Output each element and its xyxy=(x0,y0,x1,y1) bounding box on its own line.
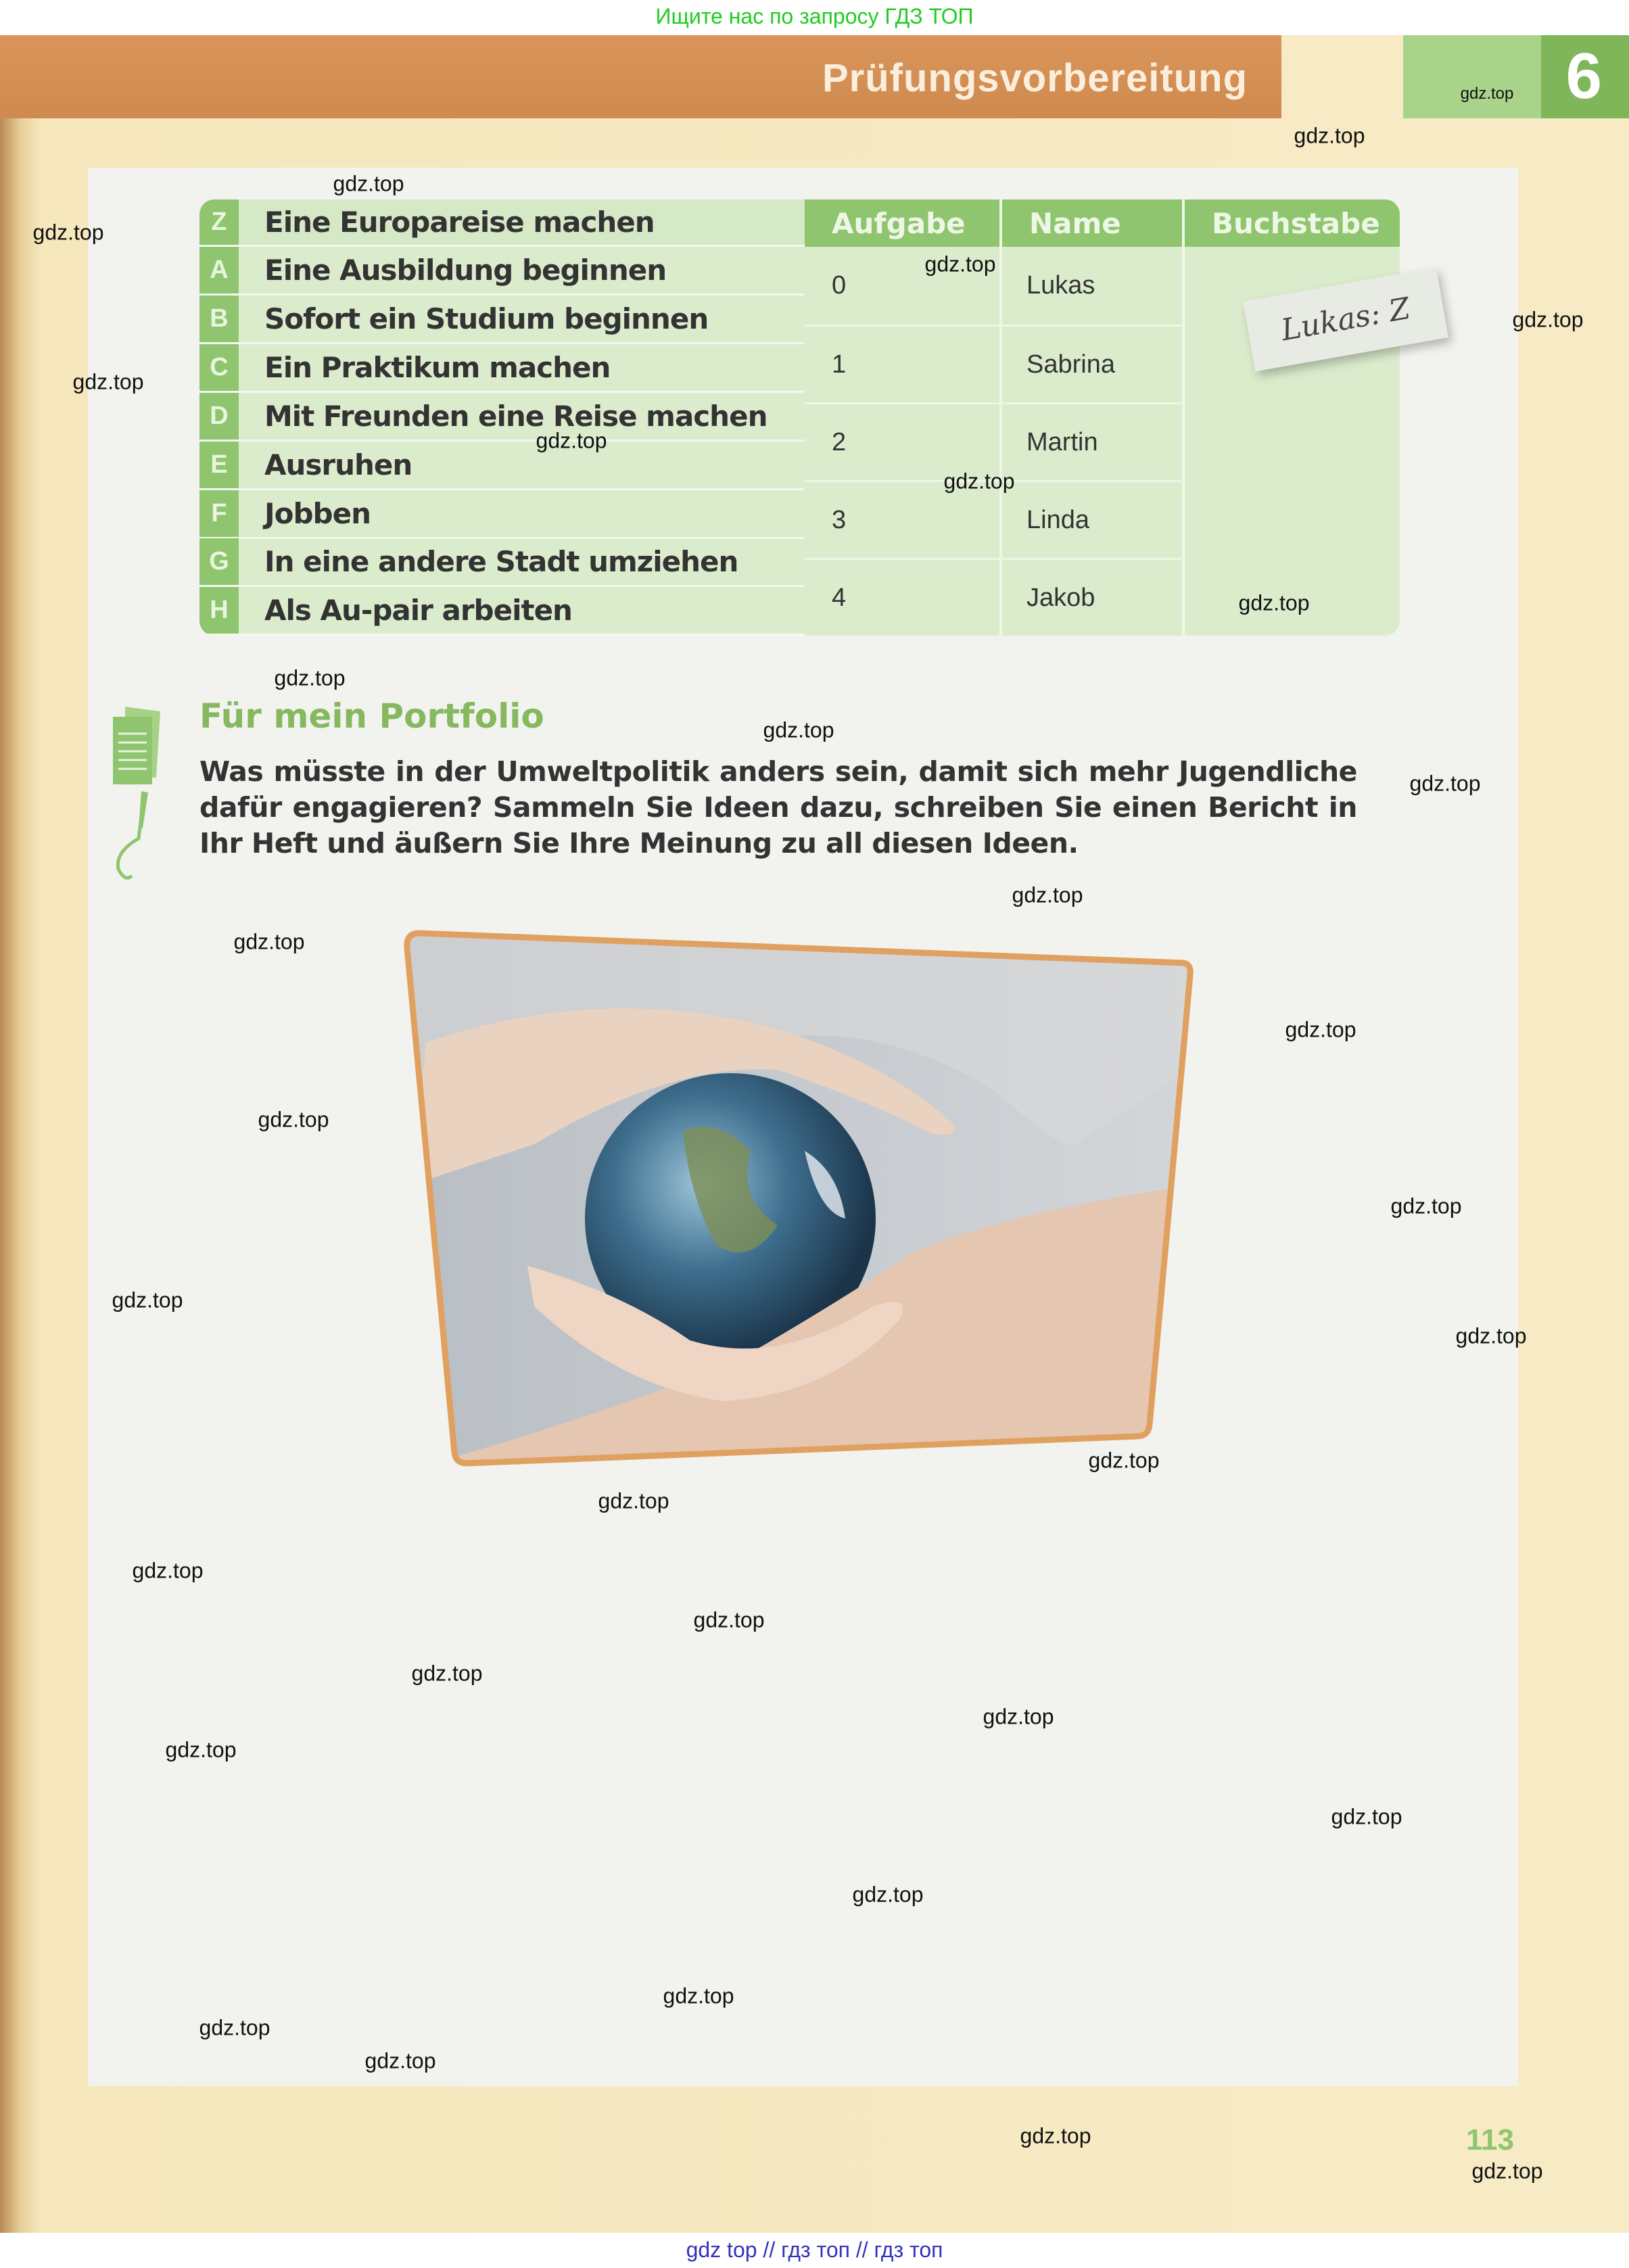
watermark: gdz.top xyxy=(112,1287,183,1313)
activity-text: Als Au-pair arbeiten xyxy=(264,594,572,628)
person-name: Sabrina xyxy=(999,325,1182,402)
watermark: gdz.top xyxy=(1238,590,1310,615)
page-number: 113 xyxy=(1466,2123,1514,2156)
portfolio-icon xyxy=(112,703,162,886)
watermark: gdz.top xyxy=(333,171,404,196)
watermark: gdz.top xyxy=(1285,1017,1356,1042)
activity-text: In eine andere Stadt umziehen xyxy=(264,545,738,579)
activity-text: Eine Ausbildung beginnen xyxy=(264,254,667,287)
watermark: gdz.top xyxy=(1020,2123,1091,2148)
watermark: gdz.top xyxy=(1409,771,1481,796)
activity-letter: E xyxy=(199,442,239,488)
activity-row xyxy=(199,199,805,247)
portfolio-task: Was müsste in der Umweltpolitik anders sein, damit sich mehr Jugendliche dafür engagieren? Sammeln Sie Ideen dazu, schreiben Sie einen Bericht in Ihr Heft und äußern Sie Ihre Meinung zu all diesen Ideen. xyxy=(199,755,1357,859)
watermark: gdz.top xyxy=(1088,1448,1160,1473)
watermark: gdz.top xyxy=(598,1488,669,1513)
activity-text: Ausruhen xyxy=(264,448,412,481)
activity-letter: F xyxy=(199,490,239,537)
watermark: gdz.top xyxy=(536,428,607,453)
example-note: Lukas: Z xyxy=(1243,268,1448,372)
person-name: Martin xyxy=(999,402,1182,480)
activity-row xyxy=(199,538,805,587)
letter-answer-cell[interactable] xyxy=(1185,402,1400,480)
chapter-number: 6 xyxy=(1565,40,1602,112)
watermark: gdz.top xyxy=(258,1107,329,1132)
watermark: gdz.top xyxy=(1460,85,1514,103)
portfolio-title: Für mein Portfolio xyxy=(199,696,544,736)
activity-row xyxy=(199,587,805,636)
watermark: gdz.top xyxy=(1390,1194,1462,1219)
watermark: gdz.top xyxy=(132,1558,204,1583)
column-header: Aufgabe xyxy=(805,199,999,247)
activity-row xyxy=(199,393,805,442)
task-number: 3 xyxy=(805,480,999,558)
task-number: 0 xyxy=(832,271,847,300)
activity-row xyxy=(199,247,805,296)
activity-text: Eine Europareise machen xyxy=(264,206,655,239)
activity-row xyxy=(199,344,805,393)
chapter-tab xyxy=(1403,35,1629,118)
activity-letter: H xyxy=(199,587,239,634)
answers-grid xyxy=(805,199,1400,636)
section-title: Prüfungsvorbereitung xyxy=(822,56,1248,100)
activity-letter: B xyxy=(199,296,239,342)
letter-answer-cell[interactable] xyxy=(1185,480,1400,558)
task-number: 1 xyxy=(805,325,999,402)
matching-table xyxy=(199,199,1400,636)
watermark: gdz.top xyxy=(693,1607,765,1632)
activity-letter: C xyxy=(199,344,239,391)
watermark: gdz.top xyxy=(1471,2158,1543,2183)
watermark: gdz.top xyxy=(32,220,104,245)
activity-text: Ein Praktikum machen xyxy=(264,350,611,384)
watermark: gdz.top xyxy=(199,2015,270,2040)
watermark: gdz.top xyxy=(763,717,834,742)
watermark: gdz.top xyxy=(1294,123,1365,148)
person-name: Lukas xyxy=(1026,271,1095,300)
watermark: gdz.top xyxy=(943,469,1015,494)
watermark: gdz.top xyxy=(165,1737,237,1762)
watermark: gdz.top xyxy=(411,1661,483,1686)
person-name: Linda xyxy=(999,480,1182,558)
activity-letter: Z xyxy=(199,199,239,245)
task-number: 2 xyxy=(805,402,999,480)
activity-letter: A xyxy=(199,247,239,293)
watermark: gdz.top xyxy=(233,929,305,954)
section-header xyxy=(0,35,1281,118)
watermark: gdz.top xyxy=(72,369,144,394)
column-header: Buchstabe xyxy=(1182,199,1400,247)
watermark: gdz.top xyxy=(1012,882,1083,907)
activity-text: Sofort ein Studium beginnen xyxy=(264,302,709,335)
watermark: gdz.top xyxy=(663,1983,734,2008)
activity-text: Jobben xyxy=(264,496,371,530)
watermark: gdz.top xyxy=(1331,1804,1402,1829)
top-banner[interactable]: Ищите нас по запросу ГДЗ ТОП xyxy=(0,0,1629,35)
watermark: gdz.top xyxy=(852,1882,924,1907)
activity-row xyxy=(199,442,805,490)
activity-row xyxy=(199,490,805,539)
watermark: gdz.top xyxy=(983,1704,1054,1729)
globe-in-hands-photo xyxy=(399,928,1197,1469)
activities-column xyxy=(199,199,805,636)
person-name: Jakob xyxy=(999,558,1182,636)
activity-row xyxy=(199,296,805,344)
activity-letter: G xyxy=(199,538,239,585)
bottom-links[interactable]: gdz top // гдз топ // гдз топ xyxy=(0,2233,1629,2268)
watermark: gdz.top xyxy=(274,665,346,690)
watermark: gdz.top xyxy=(924,252,996,277)
watermark: gdz.top xyxy=(1512,307,1584,332)
column-header: Name xyxy=(999,199,1182,247)
task-number: 4 xyxy=(805,558,999,636)
activity-letter: D xyxy=(199,393,239,440)
watermark: gdz.top xyxy=(364,2048,436,2073)
activity-text: Mit Freunden eine Reise machen xyxy=(264,399,768,433)
watermark: gdz.top xyxy=(1455,1323,1527,1348)
